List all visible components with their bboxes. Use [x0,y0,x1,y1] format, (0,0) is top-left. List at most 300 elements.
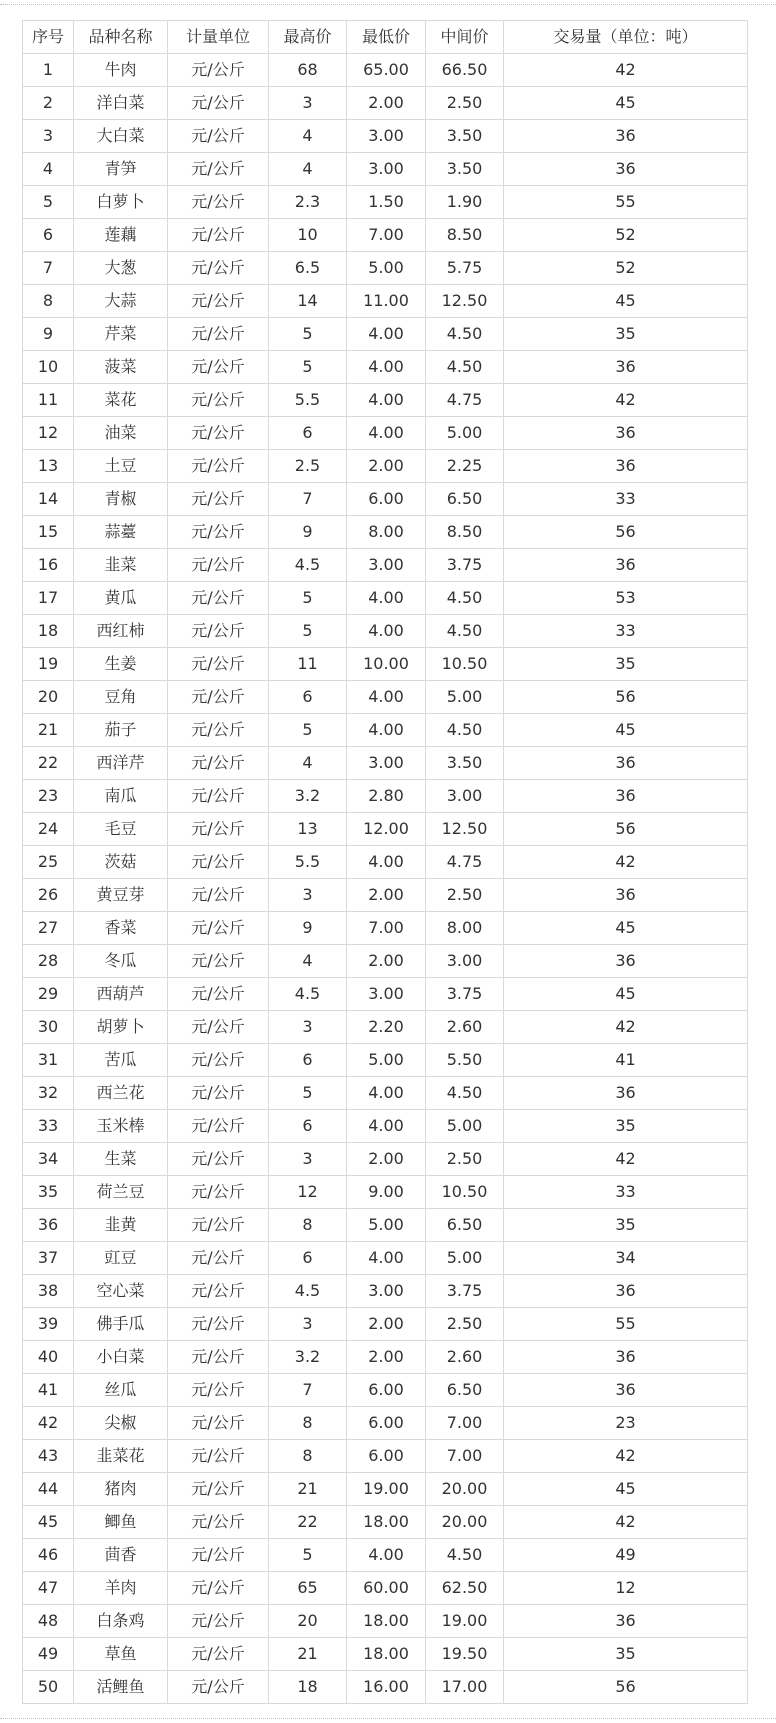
cell-col-low: 18.00 [347,1605,426,1638]
cell-col-high: 6 [269,417,347,450]
cell-col-unit: 元/公斤 [168,1605,269,1638]
cell-col-mid: 19.50 [426,1638,504,1671]
cell-col-volume: 45 [504,912,748,945]
cell-col-low: 18.00 [347,1506,426,1539]
cell-col-index: 22 [23,747,74,780]
cell-col-unit: 元/公斤 [168,186,269,219]
cell-col-index: 35 [23,1176,74,1209]
cell-col-name: 莲藕 [74,219,168,252]
cell-col-index: 41 [23,1374,74,1407]
cell-col-low: 4.00 [347,681,426,714]
cell-col-high: 3 [269,1308,347,1341]
table-row [23,1572,748,1605]
cell-col-high: 6.5 [269,252,347,285]
cell-col-mid: 3.75 [426,1275,504,1308]
cell-col-index: 37 [23,1242,74,1275]
cell-col-low: 4.00 [347,1242,426,1275]
cell-col-name: 西葫芦 [74,978,168,1011]
table-row [23,1671,748,1704]
cell-col-high: 9 [269,912,347,945]
cell-col-name: 空心菜 [74,1275,168,1308]
cell-col-high: 5 [269,582,347,615]
cell-col-high: 7 [269,1374,347,1407]
cell-col-name: 黄瓜 [74,582,168,615]
cell-col-unit: 元/公斤 [168,1539,269,1572]
cell-col-index: 1 [23,54,74,87]
cell-col-volume: 36 [504,450,748,483]
cell-col-unit: 元/公斤 [168,846,269,879]
cell-col-unit: 元/公斤 [168,1077,269,1110]
cell-col-low: 3.00 [347,120,426,153]
cell-col-index: 42 [23,1407,74,1440]
cell-col-high: 6 [269,681,347,714]
cell-col-index: 39 [23,1308,74,1341]
cell-col-name: 白萝卜 [74,186,168,219]
header-col-name: 品种名称 [74,21,168,54]
cell-col-volume: 35 [504,1110,748,1143]
cell-col-name: 菠菜 [74,351,168,384]
cell-col-name: 冬瓜 [74,945,168,978]
cell-col-high: 3 [269,879,347,912]
table-row [23,417,748,450]
table-row [23,1374,748,1407]
cell-col-high: 7 [269,483,347,516]
cell-col-high: 3 [269,87,347,120]
cell-col-unit: 元/公斤 [168,1110,269,1143]
cell-col-low: 65.00 [347,54,426,87]
cell-col-name: 大白菜 [74,120,168,153]
cell-col-unit: 元/公斤 [168,1407,269,1440]
cell-col-high: 8 [269,1209,347,1242]
cell-col-name: 土豆 [74,450,168,483]
cell-col-index: 10 [23,351,74,384]
cell-col-volume: 36 [504,1374,748,1407]
cell-col-index: 50 [23,1671,74,1704]
cell-col-name: 茄子 [74,714,168,747]
cell-col-low: 3.00 [347,549,426,582]
cell-col-mid: 5.00 [426,417,504,450]
table-row [23,252,748,285]
cell-col-volume: 53 [504,582,748,615]
cell-col-mid: 2.25 [426,450,504,483]
table-row [23,1209,748,1242]
cell-col-index: 29 [23,978,74,1011]
cell-col-index: 46 [23,1539,74,1572]
cell-col-name: 大葱 [74,252,168,285]
cell-col-index: 4 [23,153,74,186]
cell-col-high: 4 [269,945,347,978]
table-row [23,648,748,681]
cell-col-volume: 36 [504,945,748,978]
cell-col-unit: 元/公斤 [168,219,269,252]
cell-col-volume: 36 [504,1341,748,1374]
cell-col-volume: 33 [504,1176,748,1209]
cell-col-high: 5 [269,1539,347,1572]
cell-col-low: 10.00 [347,648,426,681]
cell-col-index: 14 [23,483,74,516]
cell-col-volume: 55 [504,1308,748,1341]
cell-col-volume: 35 [504,1638,748,1671]
cell-col-volume: 56 [504,516,748,549]
cell-col-unit: 元/公斤 [168,714,269,747]
cell-col-mid: 3.00 [426,780,504,813]
cell-col-mid: 62.50 [426,1572,504,1605]
cell-col-volume: 36 [504,351,748,384]
cell-col-high: 11 [269,648,347,681]
table-row [23,615,748,648]
table-row [23,549,748,582]
cell-col-low: 2.00 [347,1341,426,1374]
cell-col-name: 活鲤鱼 [74,1671,168,1704]
table-row [23,1143,748,1176]
cell-col-high: 2.5 [269,450,347,483]
cell-col-index: 19 [23,648,74,681]
cell-col-low: 7.00 [347,219,426,252]
cell-col-volume: 35 [504,1209,748,1242]
cell-col-high: 8 [269,1407,347,1440]
cell-col-high: 22 [269,1506,347,1539]
table-row [23,351,748,384]
table-row [23,285,748,318]
header-col-mid: 中间价 [426,21,504,54]
table-row [23,120,748,153]
table-row [23,1473,748,1506]
cell-col-index: 12 [23,417,74,450]
cell-col-name: 韭菜 [74,549,168,582]
table-row [23,846,748,879]
cell-col-low: 6.00 [347,1440,426,1473]
cell-col-index: 49 [23,1638,74,1671]
cell-col-high: 21 [269,1638,347,1671]
cell-col-low: 12.00 [347,813,426,846]
cell-col-unit: 元/公斤 [168,1374,269,1407]
cell-col-index: 48 [23,1605,74,1638]
cell-col-mid: 2.50 [426,87,504,120]
cell-col-low: 2.00 [347,450,426,483]
table-row [23,780,748,813]
cell-col-mid: 4.50 [426,351,504,384]
table-row [23,1341,748,1374]
cell-col-mid: 6.50 [426,483,504,516]
cell-col-index: 8 [23,285,74,318]
table-row [23,1011,748,1044]
top-divider [0,4,776,5]
cell-col-low: 3.00 [347,747,426,780]
cell-col-volume: 45 [504,285,748,318]
table-row [23,1407,748,1440]
table-row [23,1242,748,1275]
cell-col-mid: 10.50 [426,1176,504,1209]
table-row [23,681,748,714]
cell-col-volume: 45 [504,1473,748,1506]
cell-col-high: 21 [269,1473,347,1506]
cell-col-name: 豆角 [74,681,168,714]
cell-col-name: 羊肉 [74,1572,168,1605]
cell-col-low: 11.00 [347,285,426,318]
cell-col-name: 玉米棒 [74,1110,168,1143]
cell-col-volume: 34 [504,1242,748,1275]
cell-col-volume: 52 [504,252,748,285]
cell-col-volume: 41 [504,1044,748,1077]
cell-col-unit: 元/公斤 [168,582,269,615]
cell-col-name: 生姜 [74,648,168,681]
cell-col-high: 4 [269,120,347,153]
cell-col-index: 26 [23,879,74,912]
cell-col-mid: 66.50 [426,54,504,87]
cell-col-index: 2 [23,87,74,120]
table-row [23,714,748,747]
cell-col-index: 20 [23,681,74,714]
cell-col-name: 尖椒 [74,1407,168,1440]
cell-col-unit: 元/公斤 [168,549,269,582]
cell-col-index: 44 [23,1473,74,1506]
cell-col-index: 28 [23,945,74,978]
cell-col-high: 3.2 [269,1341,347,1374]
cell-col-volume: 56 [504,1671,748,1704]
cell-col-name: 生菜 [74,1143,168,1176]
cell-col-high: 65 [269,1572,347,1605]
cell-col-unit: 元/公斤 [168,1011,269,1044]
cell-col-mid: 20.00 [426,1506,504,1539]
cell-col-volume: 33 [504,615,748,648]
cell-col-low: 4.00 [347,1539,426,1572]
cell-col-low: 4.00 [347,714,426,747]
cell-col-low: 2.00 [347,1143,426,1176]
cell-col-high: 4 [269,153,347,186]
cell-col-unit: 元/公斤 [168,1308,269,1341]
header-col-high: 最高价 [269,21,347,54]
cell-col-unit: 元/公斤 [168,1143,269,1176]
table-row [23,1539,748,1572]
table-row [23,483,748,516]
cell-col-mid: 3.50 [426,747,504,780]
cell-col-unit: 元/公斤 [168,978,269,1011]
cell-col-volume: 56 [504,681,748,714]
price-table [22,20,748,1704]
cell-col-mid: 3.50 [426,153,504,186]
cell-col-mid: 5.00 [426,1110,504,1143]
cell-col-volume: 36 [504,549,748,582]
cell-col-name: 草鱼 [74,1638,168,1671]
cell-col-index: 13 [23,450,74,483]
cell-col-mid: 6.50 [426,1374,504,1407]
cell-col-index: 33 [23,1110,74,1143]
cell-col-index: 17 [23,582,74,615]
cell-col-high: 2.3 [269,186,347,219]
cell-col-mid: 4.75 [426,384,504,417]
cell-col-mid: 10.50 [426,648,504,681]
cell-col-unit: 元/公斤 [168,1572,269,1605]
cell-col-volume: 55 [504,186,748,219]
cell-col-index: 25 [23,846,74,879]
cell-col-name: 丝瓜 [74,1374,168,1407]
cell-col-index: 9 [23,318,74,351]
table-row [23,1506,748,1539]
cell-col-unit: 元/公斤 [168,747,269,780]
cell-col-high: 5 [269,615,347,648]
cell-col-low: 2.00 [347,87,426,120]
cell-col-mid: 8.50 [426,516,504,549]
cell-col-low: 5.00 [347,1209,426,1242]
cell-col-low: 4.00 [347,1077,426,1110]
cell-col-unit: 元/公斤 [168,879,269,912]
cell-col-index: 47 [23,1572,74,1605]
cell-col-low: 4.00 [347,615,426,648]
cell-col-unit: 元/公斤 [168,681,269,714]
cell-col-low: 4.00 [347,351,426,384]
cell-col-mid: 20.00 [426,1473,504,1506]
cell-col-volume: 56 [504,813,748,846]
cell-col-name: 鲫鱼 [74,1506,168,1539]
cell-col-low: 3.00 [347,978,426,1011]
cell-col-unit: 元/公斤 [168,252,269,285]
table-row [23,879,748,912]
cell-col-unit: 元/公斤 [168,450,269,483]
cell-col-name: 猪肉 [74,1473,168,1506]
cell-col-unit: 元/公斤 [168,1506,269,1539]
cell-col-high: 5 [269,351,347,384]
cell-col-name: 黄豆芽 [74,879,168,912]
cell-col-high: 14 [269,285,347,318]
table-row [23,747,748,780]
header-col-low: 最低价 [347,21,426,54]
cell-col-mid: 5.00 [426,681,504,714]
cell-col-volume: 42 [504,1440,748,1473]
cell-col-mid: 12.50 [426,813,504,846]
cell-col-mid: 4.75 [426,846,504,879]
cell-col-volume: 36 [504,780,748,813]
cell-col-low: 6.00 [347,483,426,516]
cell-col-volume: 45 [504,714,748,747]
table-header [23,21,748,54]
table-row [23,978,748,1011]
cell-col-name: 牛肉 [74,54,168,87]
table-row [23,186,748,219]
cell-col-volume: 42 [504,1011,748,1044]
cell-col-unit: 元/公斤 [168,1242,269,1275]
cell-col-high: 8 [269,1440,347,1473]
cell-col-index: 7 [23,252,74,285]
cell-col-unit: 元/公斤 [168,1044,269,1077]
cell-col-high: 4.5 [269,978,347,1011]
cell-col-low: 60.00 [347,1572,426,1605]
cell-col-mid: 4.50 [426,1077,504,1110]
cell-col-low: 19.00 [347,1473,426,1506]
cell-col-unit: 元/公斤 [168,1473,269,1506]
cell-col-unit: 元/公斤 [168,1275,269,1308]
cell-col-name: 青笋 [74,153,168,186]
cell-col-unit: 元/公斤 [168,615,269,648]
cell-col-unit: 元/公斤 [168,1209,269,1242]
cell-col-mid: 12.50 [426,285,504,318]
cell-col-unit: 元/公斤 [168,813,269,846]
cell-col-high: 6 [269,1110,347,1143]
cell-col-mid: 19.00 [426,1605,504,1638]
cell-col-index: 36 [23,1209,74,1242]
cell-col-unit: 元/公斤 [168,87,269,120]
cell-col-name: 洋白菜 [74,87,168,120]
cell-col-high: 12 [269,1176,347,1209]
cell-col-low: 2.00 [347,1308,426,1341]
cell-col-mid: 8.50 [426,219,504,252]
cell-col-name: 韭菜花 [74,1440,168,1473]
cell-col-low: 2.00 [347,879,426,912]
cell-col-unit: 元/公斤 [168,483,269,516]
cell-col-low: 4.00 [347,1110,426,1143]
header-row [23,21,748,54]
cell-col-index: 21 [23,714,74,747]
cell-col-low: 4.00 [347,318,426,351]
cell-col-index: 6 [23,219,74,252]
cell-col-unit: 元/公斤 [168,1176,269,1209]
cell-col-unit: 元/公斤 [168,351,269,384]
table-row [23,813,748,846]
table-row [23,1275,748,1308]
cell-col-volume: 35 [504,648,748,681]
cell-col-volume: 45 [504,978,748,1011]
cell-col-index: 31 [23,1044,74,1077]
cell-col-index: 16 [23,549,74,582]
table-row [23,945,748,978]
cell-col-volume: 45 [504,87,748,120]
table-row [23,87,748,120]
cell-col-unit: 元/公斤 [168,780,269,813]
cell-col-mid: 3.00 [426,945,504,978]
cell-col-name: 西兰花 [74,1077,168,1110]
cell-col-unit: 元/公斤 [168,945,269,978]
cell-col-mid: 4.50 [426,318,504,351]
cell-col-index: 18 [23,615,74,648]
cell-col-volume: 42 [504,384,748,417]
header-col-unit: 计量单位 [168,21,269,54]
cell-col-volume: 42 [504,846,748,879]
cell-col-high: 4.5 [269,1275,347,1308]
cell-col-volume: 42 [504,54,748,87]
table-row [23,1638,748,1671]
cell-col-volume: 35 [504,318,748,351]
cell-col-name: 荷兰豆 [74,1176,168,1209]
cell-col-high: 10 [269,219,347,252]
cell-col-volume: 42 [504,1506,748,1539]
cell-col-unit: 元/公斤 [168,54,269,87]
cell-col-name: 韭黄 [74,1209,168,1242]
cell-col-index: 43 [23,1440,74,1473]
table-row [23,1440,748,1473]
cell-col-name: 西红柿 [74,615,168,648]
cell-col-high: 13 [269,813,347,846]
cell-col-volume: 36 [504,1275,748,1308]
header-col-index: 序号 [23,21,74,54]
cell-col-unit: 元/公斤 [168,318,269,351]
cell-col-mid: 5.50 [426,1044,504,1077]
cell-col-unit: 元/公斤 [168,417,269,450]
cell-col-high: 3.2 [269,780,347,813]
cell-col-name: 油菜 [74,417,168,450]
cell-col-low: 6.00 [347,1374,426,1407]
table-row [23,153,748,186]
cell-col-volume: 36 [504,417,748,450]
table-row [23,54,748,87]
cell-col-high: 5 [269,1077,347,1110]
cell-col-volume: 36 [504,153,748,186]
cell-col-volume: 52 [504,219,748,252]
cell-col-volume: 49 [504,1539,748,1572]
cell-col-index: 15 [23,516,74,549]
cell-col-mid: 4.50 [426,582,504,615]
cell-col-index: 40 [23,1341,74,1374]
table-row [23,1044,748,1077]
cell-col-name: 香菜 [74,912,168,945]
